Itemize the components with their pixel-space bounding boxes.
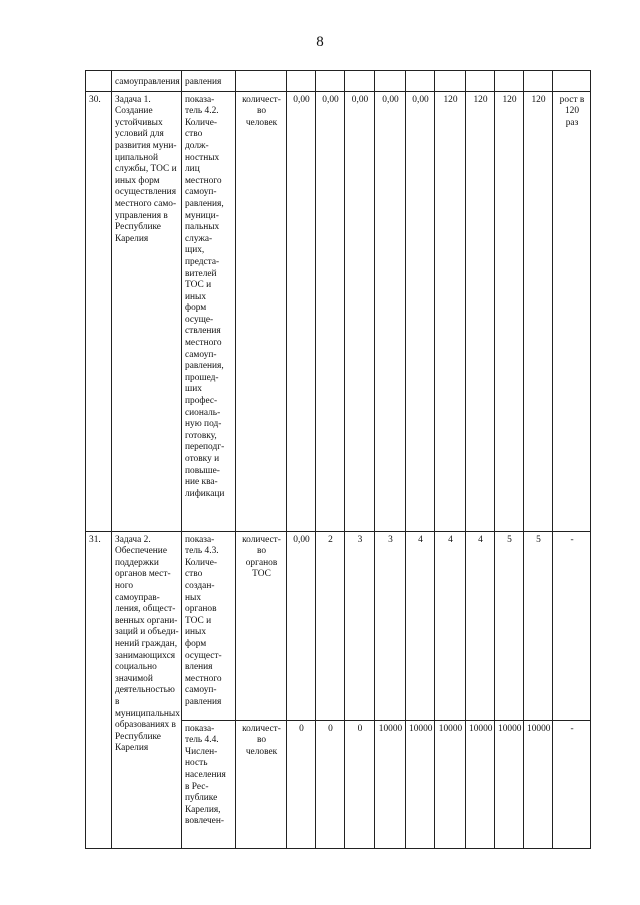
- value-cell: 3: [345, 531, 375, 720]
- unit-cell: количест- во человек: [236, 91, 287, 531]
- value-cell: 3: [375, 531, 406, 720]
- value-cell: 120: [524, 91, 553, 531]
- value-cell: 5: [495, 531, 524, 720]
- value-cell: 0,00: [406, 91, 435, 531]
- row-number: 31.: [86, 531, 112, 848]
- row-number: 30.: [86, 91, 112, 531]
- value-cell: 120: [495, 91, 524, 531]
- note-cell: -: [553, 531, 591, 720]
- table-cell: [435, 71, 466, 92]
- table-cell: [553, 71, 591, 92]
- table-cell: [524, 71, 553, 92]
- unit-cell: количест- во человек: [236, 720, 287, 848]
- table-row: [86, 91, 591, 531]
- indicator-cell: показа- тель 4.3. Количе- ство создан- ных органов ТОС и иных форм осущест- вления местного самоуп- равления: [182, 531, 236, 720]
- value-cell: 0: [287, 720, 316, 848]
- unit-cell: количест- во органов ТОС: [236, 531, 287, 720]
- value-cell: 10000: [495, 720, 524, 848]
- table-cell: [236, 71, 287, 92]
- indicator-cell: показа- тель 4.2. Количе- ство долж- ностных лиц местного самоуп- равления, муници- пальных служа- щих, предста- вителей ТОС и иных форм осуще- ствления местного самоуп- равления, прошед- ших профес- сиональ- ную под- готовку, переподг- отовку и повыше- ние ква- лификаци: [182, 91, 236, 531]
- task-cell: Задача 2. Обеспечение поддержки органов мест- ного самоуправ- ления, общест- венных органи- заций и объеди- нений граждан, занимающихся социально значимой деятельностью в муниципальных образованиях в Республике Карелия: [112, 531, 182, 848]
- value-cell: 0,00: [287, 531, 316, 720]
- value-cell: 0,00: [345, 91, 375, 531]
- value-cell: 0: [316, 720, 345, 848]
- value-cell: 120: [435, 91, 466, 531]
- value-cell: 10000: [375, 720, 406, 848]
- table-cell: равления: [182, 71, 236, 92]
- table-cell: [287, 71, 316, 92]
- value-cell: 2: [316, 531, 345, 720]
- page-number: 8: [316, 34, 324, 50]
- table-cell: самоуправления: [112, 71, 182, 92]
- indicators-table: [85, 70, 591, 849]
- task-cell: Задача 1. Создание устойчивых условий для развития муни- ципальной службы, ТОС и иных форм осуществления местного само- управления в Республике Карелия: [112, 91, 182, 531]
- table-cell: [406, 71, 435, 92]
- table-row: [86, 531, 591, 720]
- value-cell: 0: [345, 720, 375, 848]
- note-cell: рост в 120 раз: [553, 91, 591, 531]
- note-cell: -: [553, 720, 591, 848]
- value-cell: 10000: [406, 720, 435, 848]
- table-cell: [466, 71, 495, 92]
- value-cell: 0,00: [287, 91, 316, 531]
- table-cell: [345, 71, 375, 92]
- value-cell: 0,00: [375, 91, 406, 531]
- value-cell: 4: [435, 531, 466, 720]
- value-cell: 4: [406, 531, 435, 720]
- table-cell: [375, 71, 406, 92]
- value-cell: 10000: [466, 720, 495, 848]
- value-cell: 5: [524, 531, 553, 720]
- indicator-cell: показа- тель 4.4. Числен- ность населения в Рес- публике Карелия, вовлечен-: [182, 720, 236, 848]
- value-cell: 120: [466, 91, 495, 531]
- table-cell: [495, 71, 524, 92]
- value-cell: 10000: [435, 720, 466, 848]
- value-cell: 0,00: [316, 91, 345, 531]
- value-cell: 10000: [524, 720, 553, 848]
- value-cell: 4: [466, 531, 495, 720]
- table-cell: [86, 71, 112, 92]
- table-cell: [316, 71, 345, 92]
- table-continuation-row: [86, 71, 591, 92]
